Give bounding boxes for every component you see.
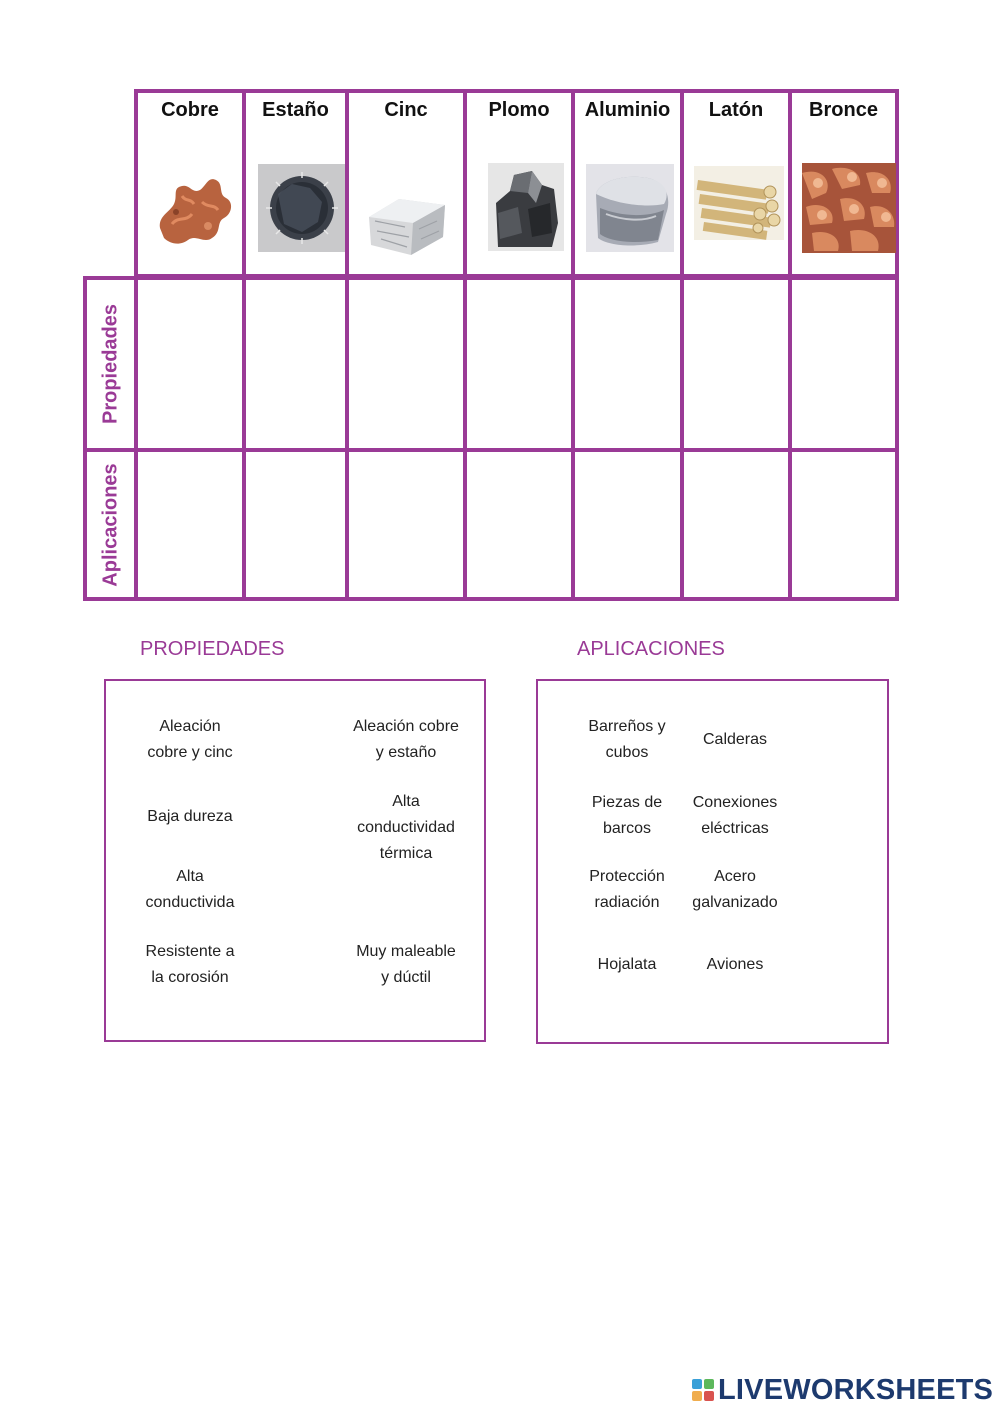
drop-cell-propiedades-4[interactable] <box>571 276 684 452</box>
drop-cell-aplicaciones-4[interactable] <box>571 448 684 601</box>
propiedades-word-line: Aleación <box>159 718 221 735</box>
aplicaciones-word-line: Protección <box>589 868 665 885</box>
liveworksheets-logo <box>692 1374 993 1406</box>
lead-chunk-icon <box>488 163 564 251</box>
propiedades-word-line: la corosión <box>151 969 229 986</box>
propiedades-word[interactable] <box>146 864 235 916</box>
drop-cell-propiedades-1[interactable] <box>242 276 349 452</box>
propiedades-word[interactable] <box>146 939 235 991</box>
propiedades-word[interactable] <box>147 804 232 830</box>
propiedades-word-line: Resistente a <box>145 943 235 960</box>
aluminium-ingot-icon <box>586 164 674 252</box>
header-cell-cobre <box>134 89 246 278</box>
drop-cell-propiedades-6[interactable] <box>788 276 899 452</box>
header-cell-plomo <box>463 89 575 278</box>
metal-name: Estaño <box>262 99 329 121</box>
drop-cell-aplicaciones-2[interactable] <box>345 448 467 601</box>
aplicaciones-word-line: radiación <box>594 894 660 911</box>
drop-cell-propiedades-5[interactable] <box>680 276 792 452</box>
propiedades-word-line: Aleación cobre <box>353 718 459 735</box>
row-label-text: Aplicaciones <box>99 462 121 587</box>
row-label-text: Propiedades <box>99 303 121 425</box>
drop-cell-propiedades-0[interactable] <box>134 276 246 452</box>
aplicaciones-word[interactable] <box>598 952 657 978</box>
aplicaciones-word-line: Acero <box>714 868 756 885</box>
aplicaciones-word-line: Piezas de <box>591 794 663 811</box>
metal-name: Plomo <box>488 99 550 121</box>
liveworksheets-logo-icon <box>692 1379 714 1401</box>
aplicaciones-word-line: Aviones <box>706 956 764 973</box>
propiedades-title: PROPIEDADES <box>140 638 285 660</box>
aplicaciones-word-line: Conexiones <box>692 794 778 811</box>
aplicaciones-word-line: galvanizado <box>692 894 778 911</box>
propiedades-word-line: y estaño <box>375 744 437 761</box>
bronze-pipes-icon <box>802 163 896 253</box>
aplicaciones-word[interactable] <box>588 714 665 766</box>
aplicaciones-word-line: cubos <box>605 744 649 761</box>
header-cell-aluminio <box>571 89 684 278</box>
drop-cell-aplicaciones-1[interactable] <box>242 448 349 601</box>
aplicaciones-title: APLICACIONES <box>577 638 725 660</box>
metal-name: Bronce <box>809 99 878 121</box>
aplicaciones-word-line: Calderas <box>702 731 768 748</box>
propiedades-word-line: Baja dureza <box>147 808 233 825</box>
drop-cell-propiedades-3[interactable] <box>463 276 575 452</box>
brass-rods-icon <box>694 166 784 240</box>
aplicaciones-word[interactable] <box>592 790 662 842</box>
aplicaciones-word[interactable] <box>707 952 764 978</box>
metal-name: Aluminio <box>584 99 671 121</box>
propiedades-word[interactable] <box>356 939 456 991</box>
metal-name: Cobre <box>161 99 219 121</box>
propiedades-word[interactable] <box>353 714 459 766</box>
aplicaciones-word-line: barcos <box>602 820 652 837</box>
drop-cell-aplicaciones-3[interactable] <box>463 448 575 601</box>
propiedades-word[interactable] <box>147 714 232 766</box>
metal-name: Cinc <box>384 99 428 121</box>
propiedades-word-line: Muy maleable <box>356 943 456 960</box>
propiedades-word[interactable] <box>357 789 455 867</box>
brand-text: LIVEWORKSHEETS <box>718 1373 994 1406</box>
aplicaciones-word-line: Barreños y <box>588 718 666 735</box>
drop-cell-aplicaciones-6[interactable] <box>788 448 899 601</box>
propiedades-word-line: conductivida <box>145 894 235 911</box>
aplicaciones-word-line: Hojalata <box>597 956 657 973</box>
tin-crystal-icon <box>258 164 346 252</box>
aplicaciones-word-line: eléctricas <box>701 820 769 837</box>
propiedades-word-line: Alta <box>392 793 420 810</box>
header-cell-estano <box>242 89 349 278</box>
copper-nugget-icon <box>152 168 238 253</box>
aplicaciones-word[interactable] <box>693 790 778 842</box>
propiedades-word-line: y dúctil <box>381 969 431 986</box>
drop-cell-propiedades-2[interactable] <box>345 276 467 452</box>
propiedades-word-line: Alta <box>176 868 204 885</box>
aplicaciones-word[interactable] <box>589 864 665 916</box>
aplicaciones-word[interactable] <box>692 864 777 916</box>
propiedades-word-line: cobre y cinc <box>147 744 233 761</box>
zinc-block-icon <box>365 187 449 261</box>
propiedades-word-line: térmica <box>379 845 433 862</box>
row-label-aplicaciones <box>83 448 138 601</box>
aplicaciones-word[interactable] <box>703 727 767 753</box>
drop-cell-aplicaciones-0[interactable] <box>134 448 246 601</box>
metal-name: Latón <box>708 99 764 121</box>
header-cell-cinc <box>345 89 467 278</box>
drop-cell-aplicaciones-5[interactable] <box>680 448 792 601</box>
row-label-propiedades <box>83 276 138 452</box>
header-cell-bronce <box>788 89 899 278</box>
header-cell-laton <box>680 89 792 278</box>
propiedades-word-line: conductividad <box>357 819 455 836</box>
